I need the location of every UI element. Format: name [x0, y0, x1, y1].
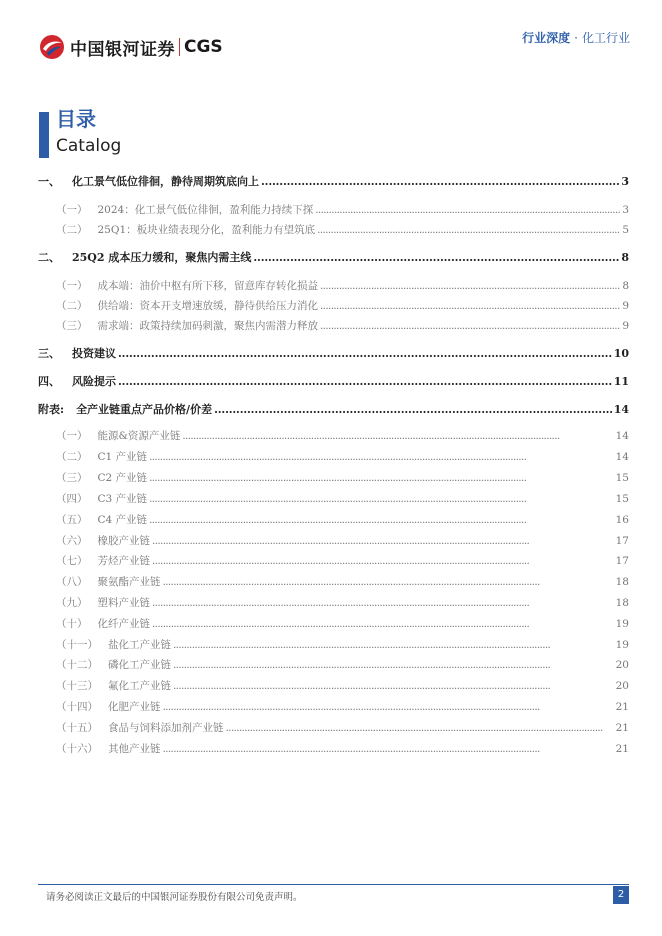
- toc-entry[interactable]: [38, 402, 629, 418]
- toc-entry-page[interactable]: 9: [622, 300, 629, 312]
- toc-entry-title[interactable]: 芳烃产业链: [97, 555, 150, 567]
- toc-entry-title[interactable]: 25Q1：板块业绩表现分化，盈利能力有望筑底: [97, 224, 316, 236]
- toc-entry-page[interactable]: 9: [622, 320, 629, 332]
- toc-entry-number: （二）: [56, 451, 88, 463]
- toc-dot-leader: [253, 250, 619, 266]
- toc-entry[interactable]: [56, 298, 629, 314]
- toc-entry[interactable]: [56, 741, 629, 757]
- toc-dot-leader: [149, 491, 614, 507]
- logo-english-text: CGS: [184, 37, 223, 57]
- toc-entry[interactable]: [56, 678, 629, 694]
- toc-entry-page[interactable]: 17: [615, 555, 629, 567]
- toc-entry-title[interactable]: 磷化工产业链: [108, 659, 171, 671]
- industry-label: 化工行业: [581, 31, 630, 45]
- toc-entry-page[interactable]: 21: [615, 722, 629, 734]
- toc-entry-number: 一、: [38, 175, 60, 188]
- toc-entry-number: （十四）: [56, 701, 98, 713]
- toc-entry-page[interactable]: 14: [613, 403, 629, 416]
- toc-entry[interactable]: [56, 657, 629, 673]
- page-number: 2: [613, 886, 629, 904]
- toc-dot-leader: [317, 222, 620, 238]
- toc-entry[interactable]: [56, 470, 629, 486]
- toc-entry-page[interactable]: 20: [615, 680, 629, 692]
- toc-entry[interactable]: [56, 278, 629, 294]
- toc-entry-page[interactable]: 14: [615, 451, 629, 463]
- toc-entry-page[interactable]: 8: [622, 280, 629, 292]
- toc-entry-page[interactable]: 15: [615, 493, 629, 505]
- toc-entry-number: （二）: [56, 300, 88, 312]
- toc-dot-leader: [149, 512, 614, 528]
- toc-dot-leader: [320, 278, 620, 294]
- header-separator: ·: [574, 31, 578, 45]
- toc-dot-leader: [173, 678, 614, 694]
- toc-entry[interactable]: [38, 250, 629, 266]
- toc-entry-number: （十一）: [56, 639, 98, 651]
- toc-entry-number: （十六）: [56, 743, 98, 755]
- toc-entry-number: （三）: [56, 320, 88, 332]
- toc-entry-number: （五）: [56, 514, 88, 526]
- toc-dot-leader: [163, 574, 614, 590]
- toc-entry[interactable]: [38, 346, 629, 362]
- toc-entry-title[interactable]: 成本端：油价中枢有所下移，留意库存转化损益: [97, 280, 318, 292]
- toc-dot-leader: [261, 174, 619, 190]
- toc-entry-title[interactable]: 风险提示: [72, 375, 116, 388]
- toc-entry-number: （七）: [56, 555, 88, 567]
- toc-entry-page[interactable]: 5: [622, 224, 629, 236]
- toc-entry-number: 四、: [38, 375, 60, 388]
- toc-dot-leader: [152, 595, 614, 611]
- toc-dot-leader: [149, 470, 614, 486]
- toc-entry[interactable]: [38, 174, 629, 190]
- toc-entry[interactable]: [56, 637, 629, 653]
- footer-divider: [38, 884, 629, 885]
- toc-entry-title[interactable]: 2024：化工景气低位徘徊，盈利能力持续下探: [97, 204, 314, 216]
- toc-entry[interactable]: [56, 533, 629, 549]
- toc-entry-number: （一）: [56, 430, 88, 442]
- toc-entry[interactable]: [56, 449, 629, 465]
- toc-entry-title[interactable]: 橡胶产业链: [97, 535, 150, 547]
- toc-entry-number: （九）: [56, 597, 88, 609]
- toc-dot-leader: [214, 402, 612, 418]
- toc-entry-page[interactable]: 3: [621, 175, 629, 188]
- toc-entry-page[interactable]: 8: [621, 251, 629, 264]
- toc-entry-title[interactable]: 化工景气低位徘徊，静待周期筑底向上: [72, 175, 259, 188]
- toc-entry[interactable]: [56, 491, 629, 507]
- toc-entry-title[interactable]: C2 产业链: [97, 472, 148, 484]
- toc-entry[interactable]: [56, 512, 629, 528]
- toc-dot-leader: [320, 298, 620, 314]
- toc-entry-page[interactable]: 19: [615, 639, 629, 651]
- toc-entry-number: （十三）: [56, 680, 98, 692]
- toc-entry-page[interactable]: 3: [622, 204, 629, 216]
- toc-entry-page[interactable]: 18: [615, 576, 629, 588]
- toc-entry-page[interactable]: 21: [615, 701, 629, 713]
- toc-entry-title[interactable]: C3 产业链: [97, 493, 148, 505]
- toc-dot-leader: [152, 616, 614, 632]
- catalog-title-en: Catalog: [56, 136, 122, 156]
- toc-entry-page[interactable]: 16: [615, 514, 629, 526]
- toc-entry[interactable]: [38, 374, 629, 390]
- toc-entry-page[interactable]: 20: [615, 659, 629, 671]
- toc-entry-title[interactable]: 盐化工产业链: [108, 639, 171, 651]
- toc-dot-leader: [226, 720, 614, 736]
- toc-entry-number: （一）: [56, 204, 88, 216]
- toc-entry-number: 附表:: [38, 403, 65, 416]
- toc-entry[interactable]: [56, 222, 629, 238]
- toc-dot-leader: [315, 202, 620, 218]
- toc-entry-page[interactable]: 21: [615, 743, 629, 755]
- toc-entry-title[interactable]: 塑料产业链: [97, 597, 150, 609]
- toc-entry-title[interactable]: C1 产业链: [97, 451, 148, 463]
- toc-entry-title[interactable]: 其他产业链: [108, 743, 161, 755]
- galaxy-logo-icon: [38, 34, 66, 60]
- toc-entry-title[interactable]: C4 产业链: [97, 514, 148, 526]
- toc-entry[interactable]: [56, 720, 629, 736]
- toc-entry-number: （六）: [56, 535, 88, 547]
- toc-entry-title[interactable]: 全产业链重点产品价格/价差: [76, 403, 213, 416]
- toc-entry-page[interactable]: 19: [615, 618, 629, 630]
- toc-dot-leader: [173, 637, 614, 653]
- footer-disclaimer: 请务必阅读正文最后的中国银河证券股份有限公司免责声明。: [46, 892, 303, 903]
- company-logo: [38, 34, 223, 60]
- toc-entry[interactable]: [56, 616, 629, 632]
- toc-entry-number: 三、: [38, 347, 60, 360]
- toc-entry-title[interactable]: 能源&资源产业链: [97, 430, 181, 442]
- toc-entry-title[interactable]: 化纤产业链: [97, 618, 150, 630]
- toc-entry-number: （八）: [56, 576, 88, 588]
- toc-entry-number: （四）: [56, 493, 88, 505]
- toc-entry-number: （二）: [56, 224, 88, 236]
- toc-dot-leader: [163, 699, 614, 715]
- toc-dot-leader: [118, 374, 612, 390]
- toc-dot-leader: [152, 533, 614, 549]
- toc-entry[interactable]: [56, 428, 629, 444]
- toc-entry[interactable]: [56, 699, 629, 715]
- toc-entry-title[interactable]: 25Q2 成本压力缓和，聚焦内需主线: [72, 251, 252, 264]
- toc-entry[interactable]: [56, 553, 629, 569]
- logo-chinese-text: 中国银河证券: [70, 39, 175, 60]
- toc-dot-leader: [152, 553, 614, 569]
- toc-entry[interactable]: [56, 202, 629, 218]
- toc-dot-leader: [118, 346, 612, 362]
- toc-entry-title[interactable]: 聚氨酯产业链: [97, 576, 161, 588]
- toc-entry-title[interactable]: 投资建议: [72, 347, 116, 360]
- toc-dot-leader: [163, 741, 614, 757]
- catalog-title-cn: 目录: [56, 107, 96, 131]
- report-category: [522, 29, 630, 46]
- title-accent-bar: [39, 112, 49, 158]
- toc-entry-title[interactable]: 氟化工产业链: [108, 680, 171, 692]
- report-type: 行业深度: [522, 31, 571, 45]
- toc-entry-page[interactable]: 10: [613, 347, 629, 360]
- toc-entry-number: （十二）: [56, 659, 98, 671]
- toc-entry-title[interactable]: 化肥产业链: [108, 701, 161, 713]
- toc-entry-page[interactable]: 17: [615, 535, 629, 547]
- toc-dot-leader: [320, 318, 620, 334]
- toc-entry[interactable]: [56, 595, 629, 611]
- toc-entry-page[interactable]: 14: [615, 430, 629, 442]
- toc-dot-leader: [173, 657, 614, 673]
- toc-entry[interactable]: [56, 574, 629, 590]
- toc-entry[interactable]: [56, 318, 629, 334]
- toc-entry-number: （十五）: [56, 722, 98, 734]
- toc-entry-number: 二、: [38, 251, 60, 264]
- toc-entry-number: （一）: [56, 280, 88, 292]
- toc-entry-number: （三）: [56, 472, 88, 484]
- toc-dot-leader: [149, 449, 614, 465]
- logo-divider: [179, 38, 180, 56]
- toc-entry-page[interactable]: 15: [615, 472, 629, 484]
- toc-entry-title[interactable]: 供给端：资本开支增速放缓，静待供给压力消化: [97, 300, 318, 312]
- toc-entry-title[interactable]: 食品与饲料添加剂产业链: [108, 722, 224, 734]
- toc-entry-title[interactable]: 需求端：政策持续加码刺激，聚焦内需潜力释放: [97, 320, 318, 332]
- toc-dot-leader: [182, 428, 613, 444]
- toc-entry-page[interactable]: 11: [613, 375, 629, 388]
- toc-entry-page[interactable]: 18: [615, 597, 629, 609]
- toc-entry-number: （十）: [56, 618, 88, 630]
